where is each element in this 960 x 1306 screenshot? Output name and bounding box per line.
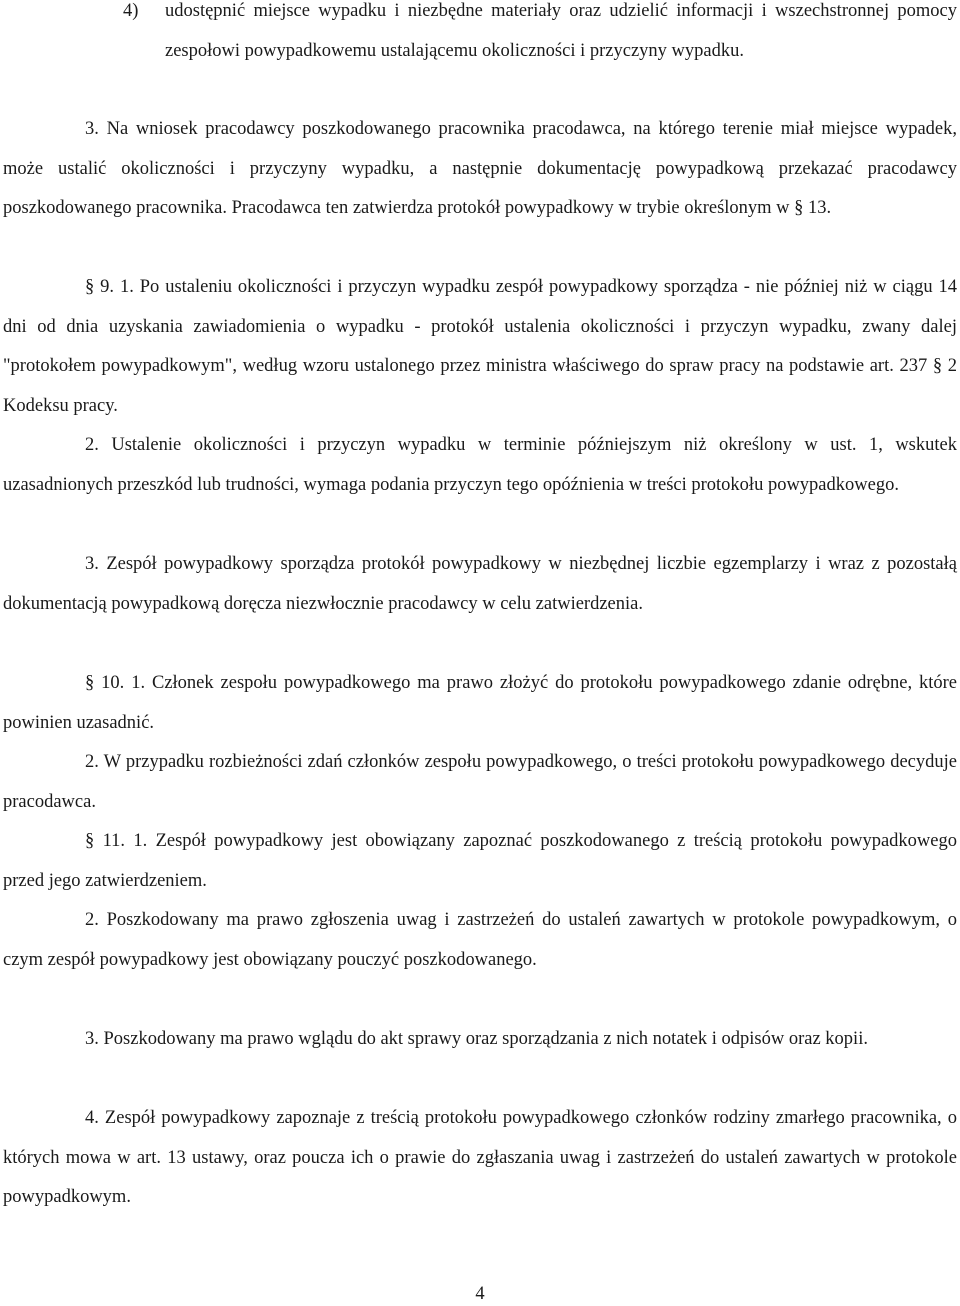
paragraph-par9-ust3: 3. Zespół powypadkowy sporządza protokół powypadkowy w niezbędnej liczbie egzemplarzy i wraz z pozostałą dokumentacją powypadkową doręcza niezwłocznie pracodawcy w celu zatwierdzenia. <box>3 554 957 614</box>
paragraph-3-wniosek: 3. Na wniosek pracodawcy poszkodowanego pracownika pracodawca, na którego terenie miał miejsce wypadek, może ustalić okoliczności i przyczyny wypadku, a następnie dokumentację powypadkową przekazać pracodawcy poszkodowanego pracownika. Pracodawca ten zatwierdza protokół powypadkowy w trybie określonym w § 13. <box>3 119 957 218</box>
page-number: 4 <box>475 1284 485 1304</box>
paragraph-par9-ust1: § 9. 1. Po ustaleniu okoliczności i przyczyn wypadku zespół powypadkowy sporządza - nie później niż w ciągu 14 dni od dnia uzyskania zawiadomienia o wypadku - protokół ustalenia okoliczności i przyczyn wypadku, zwany dalej "protokołem powypadkowym", według wzoru ustalonego przez ministra właściwego do spraw pracy na podstawie art. 237 § 2 Kodeksu pracy. <box>3 277 957 416</box>
paragraph-par11-ust3: 3. Poszkodowany ma prawo wglądu do akt sprawy oraz sporządzania z nich notatek i odpisów oraz kopii. <box>85 1029 868 1049</box>
list-item-4 <box>3 0 957 71</box>
paragraph-par10-ust1: § 10. 1. Członek zespołu powypadkowego ma prawo złożyć do protokołu powypadkowego zdanie odrębne, które powinien uzasadnić. <box>3 673 957 733</box>
list-item-number: 4) <box>123 1 139 21</box>
paragraph-par11-ust2: 2. Poszkodowany ma prawo zgłoszenia uwag i zastrzeżeń do ustaleń zawartych w protokole powypadkowym, o czym zespół powypadkowy jest obowiązany pouczyć poszkodowanego. <box>3 910 957 970</box>
paragraph-par11-ust1: § 11. 1. Zespół powypadkowy jest obowiązany zapoznać poszkodowanego z treścią protokołu powypadkowego przed jego zatwierdzeniem. <box>3 831 957 891</box>
paragraph-par10-ust2: 2. W przypadku rozbieżności zdań członków zespołu powypadkowego, o treści protokołu powypadkowego decyduje pracodawca. <box>3 752 957 812</box>
paragraph-par9-ust2: 2. Ustalenie okoliczności i przyczyn wypadku w terminie późniejszym niż określony w ust. 1, wskutek uzasadnionych przeszkód lub trudności, wymaga podania przyczyn tego opóźnienia w treści protokołu powypadkowego. <box>3 435 957 495</box>
list-item-text: udostępnić miejsce wypadku i niezbędne materiały oraz udzielić informacji i wszechstronnej pomocy zespołowi powypadkowemu ustalającemu okoliczności i przyczyny wypadku. <box>165 1 957 61</box>
paragraph-par11-ust4: 4. Zespół powypadkowy zapoznaje z treścią protokołu powypadkowego członków rodziny zmarłego pracownika, o których mowa w art. 13 ustawy, oraz poucza ich o prawie do zgłaszania uwag i zastrzeżeń do ustaleń zawartych w protokole powypadkowym. <box>3 1108 957 1207</box>
